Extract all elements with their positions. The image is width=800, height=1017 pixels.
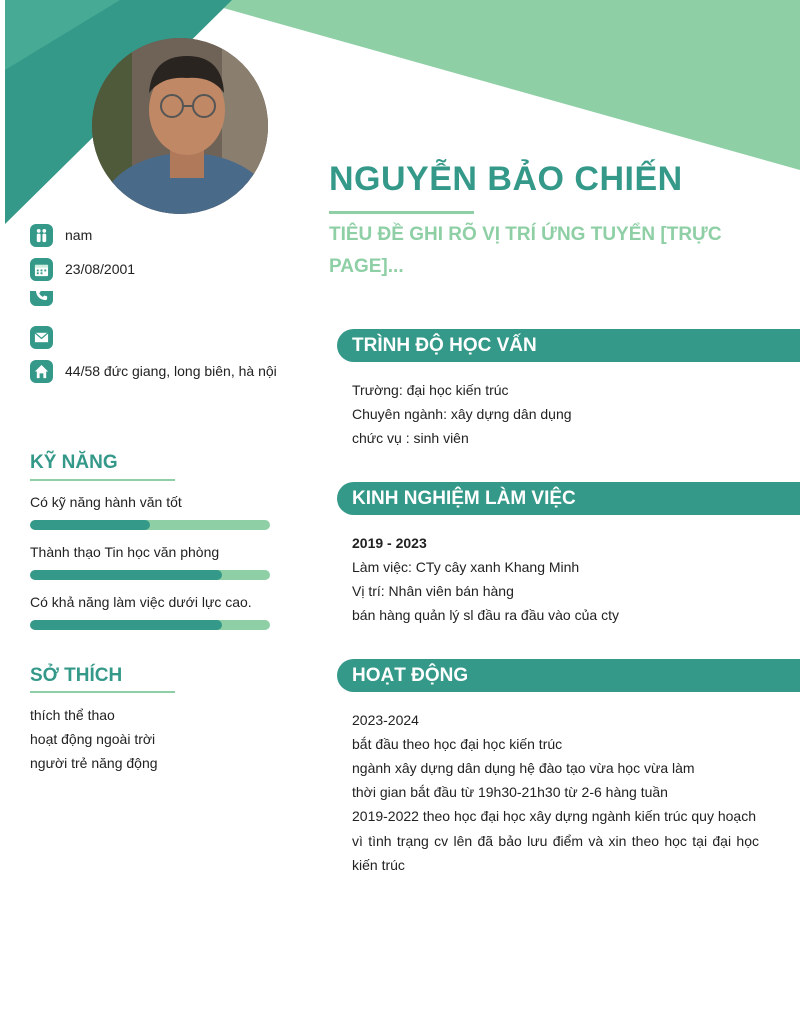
hobbies-underline: [30, 691, 175, 693]
hobby-item: hoạt động ngoài trời: [30, 731, 156, 747]
experience-line: Làm việc: CTy cây xanh Khang Minh: [352, 559, 580, 575]
education-heading: TRÌNH ĐỘ HỌC VẤN: [337, 329, 800, 362]
job-title: TIÊU ĐỀ GHI RÕ VỊ TRÍ ỨNG TUYỂN [TRỰC PAGE]...: [329, 224, 722, 277]
gender-icon: [30, 224, 53, 247]
candidate-name: NGUYỄN BẢO CHIẾN: [329, 160, 683, 198]
experience-heading: KINH NGHIỆM LÀM VIỆC: [337, 482, 800, 515]
skill-label: Thành thạo Tin học văn phòng: [30, 544, 220, 560]
contact-email: [30, 325, 65, 349]
birthday-value: 23/08/2001: [65, 261, 136, 277]
contact-birthday: [30, 257, 135, 281]
experience-line: Vị trí: Nhân viên bán hàng: [352, 583, 514, 599]
experience-period: 2019 - 2023: [352, 535, 427, 551]
skills-heading: KỸ NĂNG: [30, 452, 118, 473]
gender-value: nam: [65, 227, 93, 243]
experience-line: bán hàng quản lý sl đầu ra đầu vào của cty: [352, 607, 619, 623]
skill-bar-fill: [30, 620, 222, 630]
activities-line: 2019-2022 theo học đại học xây dựng ngành kiến trúc quy hoạch: [352, 808, 756, 824]
education-line: chức vụ : sinh viên: [352, 430, 469, 446]
activities-line: bắt đầu theo học đại học kiến trúc: [352, 736, 563, 752]
avatar: [92, 38, 268, 214]
skills-underline: [30, 479, 175, 481]
skill-bar: [30, 570, 270, 580]
calendar-icon: [30, 258, 53, 281]
contact-phone: [30, 291, 65, 315]
skill-bar-fill: [30, 520, 150, 530]
activities-line: 2023-2024: [352, 712, 419, 728]
activities-heading: HOẠT ĐỘNG: [337, 659, 800, 692]
skill-label: Có kỹ năng hành văn tốt: [30, 494, 182, 510]
contact-address: [30, 359, 277, 383]
skill-label: Có khả năng làm việc dưới lực cao.: [30, 594, 252, 610]
hobbies-heading: SỞ THÍCH: [30, 665, 123, 686]
address-value: 44/58 đức giang, long biên, hà nội: [65, 363, 277, 379]
name-underline: [329, 211, 474, 214]
activities-line: ngành xây dựng dân dụng hệ đào tạo vừa học vừa làm: [352, 760, 695, 776]
phone-icon: [30, 291, 53, 306]
mail-icon: [30, 326, 53, 349]
education-line: Trường: đại học kiến trúc: [352, 382, 509, 398]
hobby-item: thích thể thao: [30, 707, 115, 723]
skill-bar: [30, 620, 270, 630]
activities-paragraph: vì tình trạng cv lên đã bảo lưu điểm và xin theo học tại đại học kiến trúc: [352, 833, 759, 873]
hobby-item: người trẻ năng động: [30, 755, 158, 771]
skill-bar-fill: [30, 570, 222, 580]
education-line: Chuyên ngành: xây dựng dân dụng: [352, 406, 572, 422]
activities-line: thời gian bắt đầu từ 19h30-21h30 từ 2-6 hàng tuần: [352, 784, 668, 800]
skill-bar: [30, 520, 270, 530]
home-icon: [30, 360, 53, 383]
contact-gender: [30, 223, 92, 247]
